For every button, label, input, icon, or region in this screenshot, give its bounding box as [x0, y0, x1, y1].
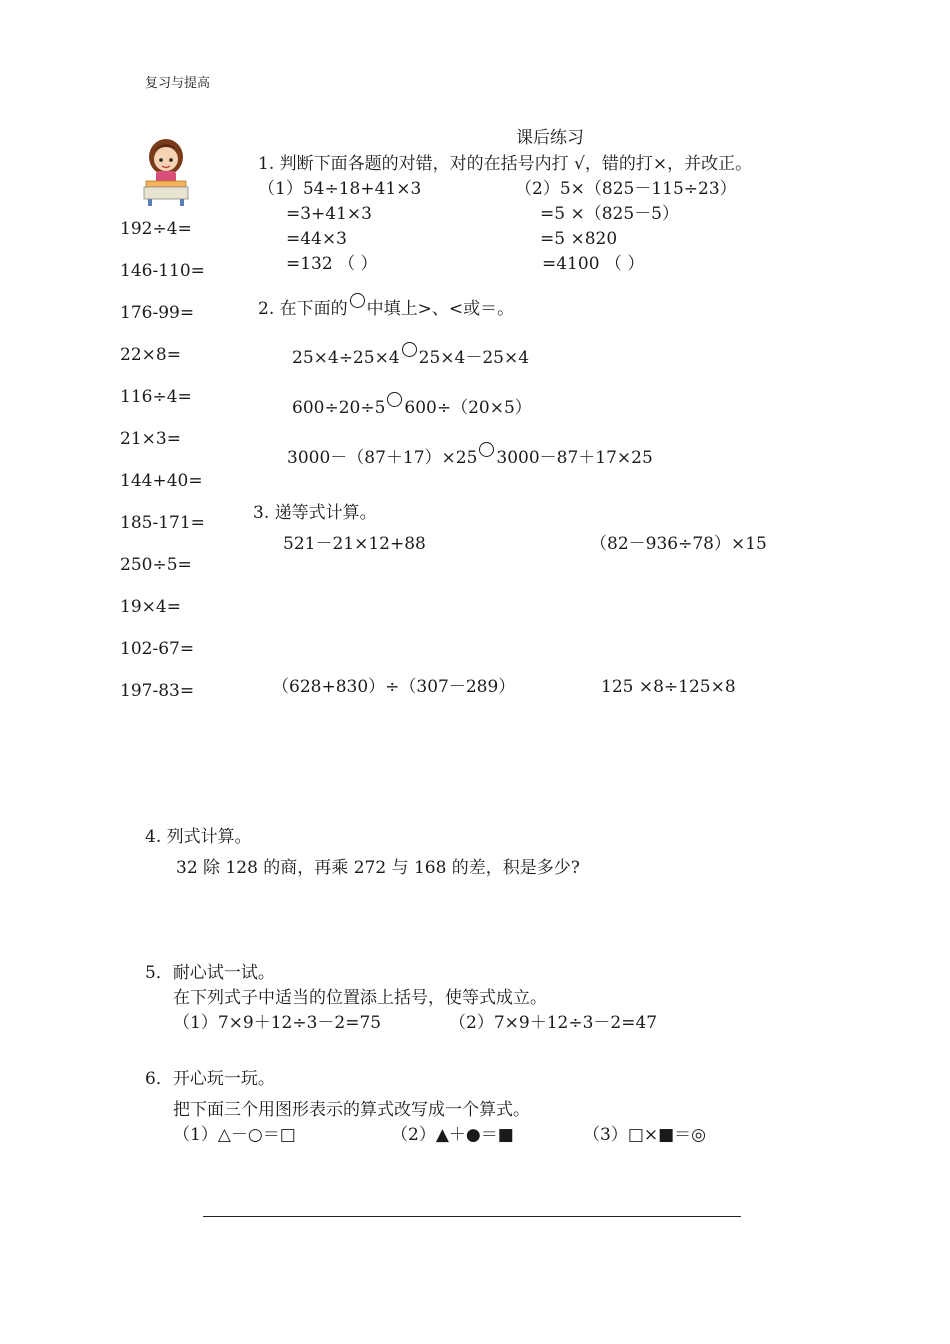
q5-prompt: 5．耐心试一试。: [145, 963, 275, 983]
q2-row: [292, 392, 532, 419]
q2-right-expr: 3000－87＋17×25: [496, 448, 653, 468]
mental-item: 116÷4=: [120, 387, 192, 407]
q3-item: （82－936÷78）×15: [590, 534, 767, 554]
q6-item: （1）△－○＝□: [173, 1125, 296, 1145]
q2-left-expr: 600÷20÷5: [292, 398, 386, 418]
q6-text: 把下面三个用图形表示的算式改写成一个算式。: [173, 1100, 530, 1120]
q1-right-line: =5 ×（825－5）: [540, 204, 679, 224]
q6-item: （3）□×■＝◎: [583, 1125, 707, 1145]
compare-circle-input[interactable]: [479, 442, 494, 457]
q1-prompt: 1. 判断下面各题的对错，对的在括号内打 √，错的打×，并改正。: [258, 154, 753, 174]
q1-right-line: =4100 （ ）: [542, 254, 645, 274]
q2-left-expr: 3000－（87＋17）×25: [287, 448, 478, 468]
q2-left-expr: 25×4÷25×4: [292, 348, 400, 368]
q1-left-line: （1）54÷18+41×3: [258, 179, 422, 199]
student-illustration: [138, 135, 194, 207]
mental-item: 21×3=: [120, 429, 181, 449]
q2-prompt-start: 2. 在下面的: [258, 299, 348, 319]
q1-left-line: =3+41×3: [286, 204, 372, 224]
mental-item: 144+40=: [120, 471, 203, 491]
q3-item: （628+830）÷（307－289）: [272, 677, 516, 697]
q5-item: （1）7×9＋12÷3－2=75: [173, 1013, 382, 1033]
compare-circle-input[interactable]: [387, 392, 402, 407]
mental-item: 185-171=: [120, 513, 205, 533]
q2-right-expr: 600÷（20×5）: [404, 398, 532, 418]
mental-item: 19×4=: [120, 597, 181, 617]
q3-item: 521－21×12+88: [283, 534, 426, 554]
circle-icon: [350, 293, 365, 308]
q2-row: [287, 442, 653, 469]
q1-right-line: =5 ×820: [540, 229, 618, 249]
mental-item: 250÷5=: [120, 555, 192, 575]
q4-prompt: 4. 列式计算。: [145, 827, 252, 847]
mental-item: 146-110=: [120, 261, 205, 281]
compare-circle-input[interactable]: [402, 342, 417, 357]
page-header: 复习与提高: [145, 76, 211, 91]
q6-item: （2）▲＋●＝■: [391, 1125, 514, 1145]
page-title: 课后练习: [516, 128, 584, 148]
footer-divider: [203, 1216, 741, 1217]
q3-prompt: 3. 递等式计算。: [253, 503, 377, 523]
q5-item: （2）7×9＋12÷3－2=47: [449, 1013, 658, 1033]
q1-right-line: （2）5×（825－115÷23）: [515, 179, 737, 199]
q3-item: 125 ×8÷125×8: [601, 677, 736, 697]
mental-item: 197-83=: [120, 681, 195, 701]
q4-text: 32 除 128 的商，再乘 272 与 168 的差，积是多少?: [176, 858, 580, 878]
q1-left-line: =132 （ ）: [286, 254, 378, 274]
mental-item: 102-67=: [120, 639, 195, 659]
q2-prompt-end: 中填上>、<或＝。: [366, 299, 515, 319]
q5-text: 在下列式子中适当的位置添上括号，使等式成立。: [173, 988, 547, 1008]
mental-item: 22×8=: [120, 345, 181, 365]
q1-left-line: =44×3: [286, 229, 347, 249]
q6-prompt: 6．开心玩一玩。: [145, 1069, 275, 1089]
mental-item: 176-99=: [120, 303, 195, 323]
q2-prompt: [258, 293, 514, 320]
mental-item: 192÷4=: [120, 219, 192, 239]
q2-right-expr: 25×4－25×4: [418, 348, 530, 368]
q2-row: [292, 342, 529, 369]
